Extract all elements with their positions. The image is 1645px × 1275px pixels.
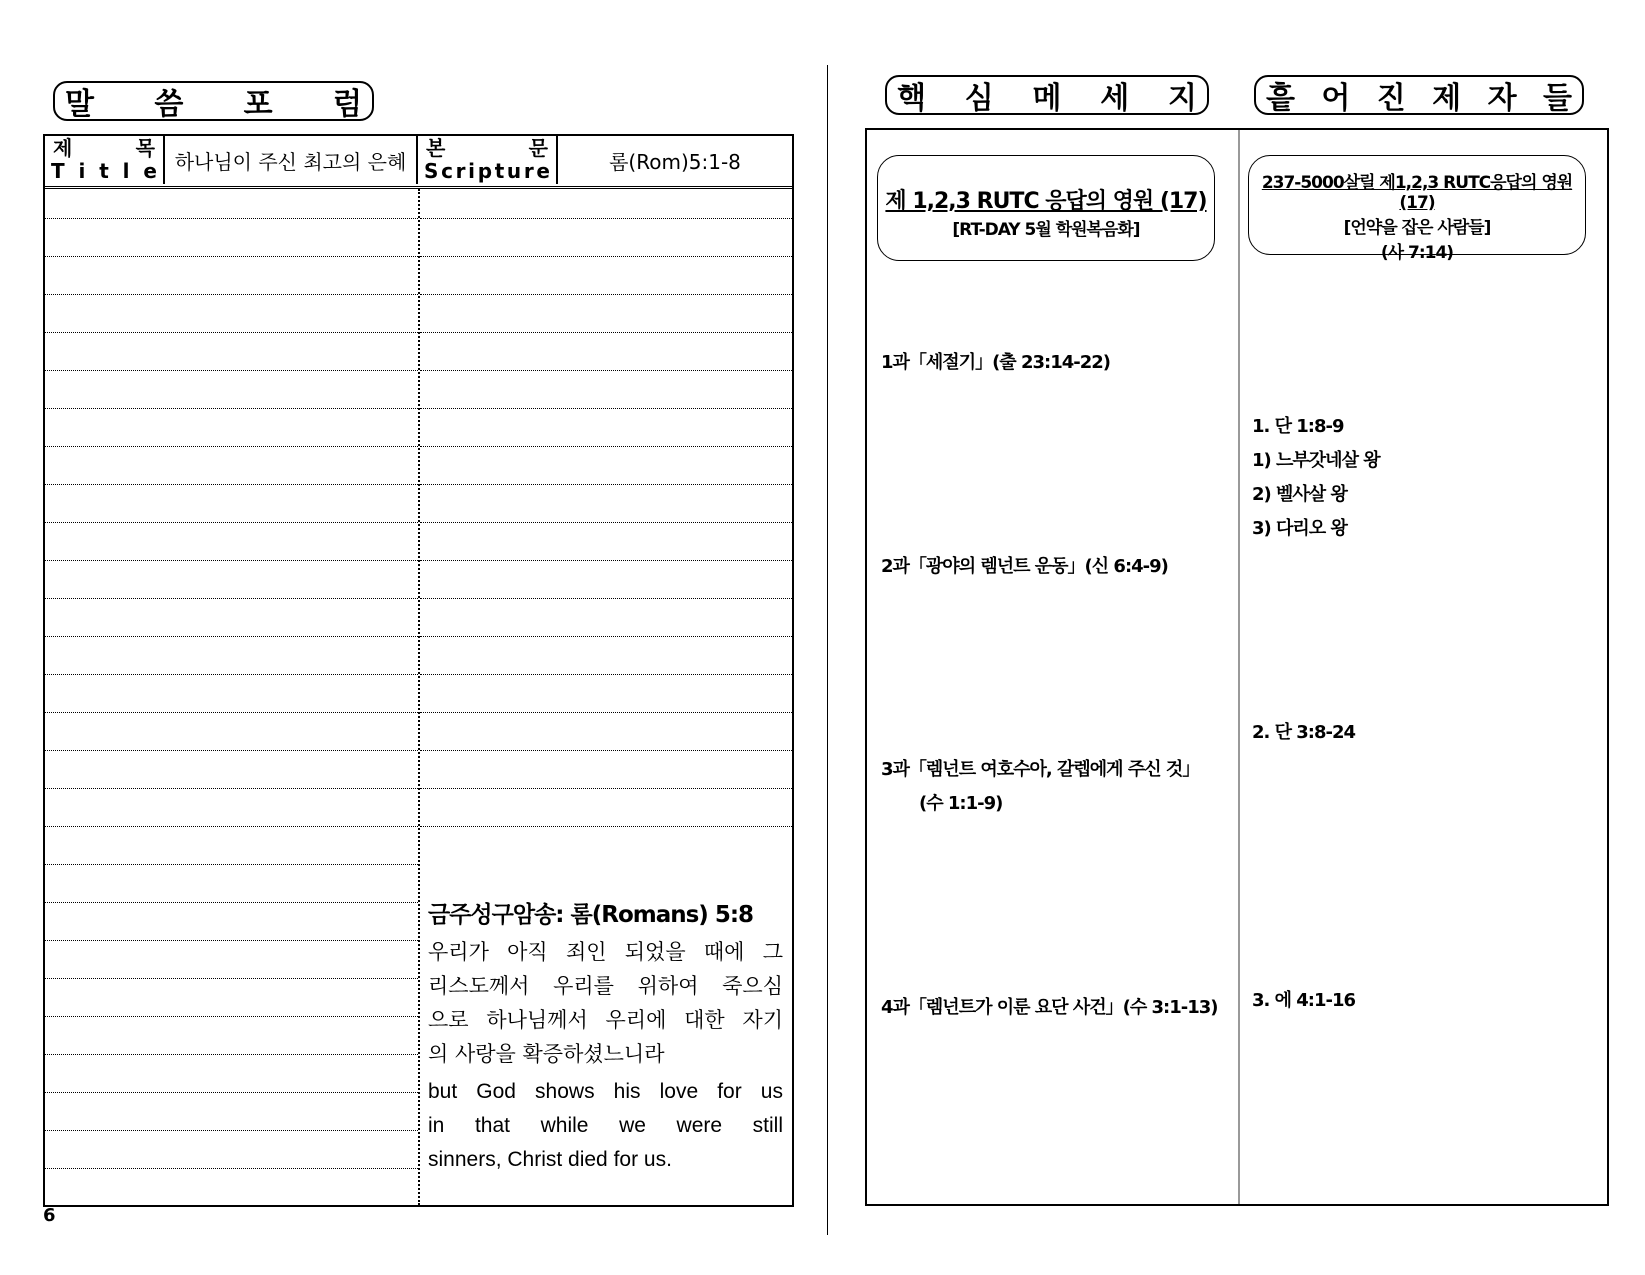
disciples-box [1248,155,1586,263]
note-line [45,370,418,371]
scripture-label-ko: 본 [426,136,446,160]
disciple-item: 2) 벨사살 왕 [1252,484,1347,505]
disciples-reference: (사 7:14) [1380,243,1454,263]
note-line [45,788,418,789]
heading-char: 메 [1032,81,1062,116]
scripture-label-en: c [441,159,453,183]
verse-ko-line: 의 사랑을 확증하셨느니라 [428,1042,665,1066]
verse-en-line: but God shows his love for us [428,1080,783,1103]
disciple-item: 3) 다리오 왕 [1252,518,1347,539]
note-line [45,826,418,827]
note-line [420,256,792,257]
note-line [420,636,792,637]
note-line [420,408,792,409]
title-label-en: i [78,159,86,183]
note-line [45,712,418,713]
heading-char: 포 [243,87,273,122]
note-line [45,560,418,561]
note-line [420,446,792,447]
title-label-en: e [143,159,157,183]
sermon-note-table [43,134,794,1207]
note-line [45,1016,418,1017]
note-line [420,826,792,827]
core-message-heading [885,75,1209,115]
title-label-ko: 목 [135,136,155,160]
note-line [420,294,792,295]
heading-char: 어 [1321,81,1351,116]
page-divider [827,65,828,1235]
disciple-item: 2. 단 3:8-24 [1252,722,1356,743]
verse-ko-line: 리스도께서 우리를 위하여 죽으심 [428,974,783,998]
heading-char: 세 [1100,81,1130,116]
note-line [45,674,418,675]
note-line [420,522,792,523]
note-line [45,332,418,333]
note-line [45,1168,418,1169]
heading-char: 심 [964,81,994,116]
heading-char: 진 [1376,81,1406,116]
note-line [420,332,792,333]
lesson-item: 3과「렘넌트 여호수아, 갈렙에게 주신 것」 [881,759,1200,780]
heading-char: 럼 [332,87,362,122]
title-label-cell [45,136,165,184]
scripture-label-en: r [455,159,466,183]
core-message-title: 제 1,2,3 RUTC 응답의 영원 (17) [885,189,1207,214]
core-message-box [877,155,1215,261]
title-value: 하나님이 주신 최고의 은혜 [165,136,418,184]
heading-char: 핵 [897,81,926,116]
scripture-label-en: t [494,159,505,183]
note-line [45,256,418,257]
lesson-item: 4과「렘넌트가 이룬 요단 사건」(수 3:1-13) [881,997,1218,1018]
scripture-label-en: u [506,159,522,183]
scripture-value: 롬(Rom)5:1-8 [609,149,741,174]
note-line [45,902,418,903]
scripture-label-en: e [536,159,550,183]
scattered-disciples-heading [1254,75,1584,115]
word-forum-heading [53,81,374,121]
note-line [45,864,418,865]
disciple-item: 3. 에 4:1-16 [1252,990,1356,1011]
note-line [45,636,418,637]
note-line [45,598,418,599]
title-label-en: T [51,159,65,183]
page-number: 6 [43,1205,56,1226]
title-label-en: t [99,159,109,183]
note-line [420,712,792,713]
heading-char: 지 [1168,81,1197,116]
scripture-label-en: r [523,159,534,183]
lesson-item: 1과「세절기」(출 23:14-22) [881,352,1110,373]
note-line [45,522,418,523]
scripture-label-ko: 문 [528,136,548,160]
verse-ko-line: 우리가 아직 죄인 되었을 때에 그 [428,940,783,964]
verse-en-line: sinners, Christ died for us. [428,1148,672,1171]
table-header [45,136,792,189]
disciple-item: 1) 느부갓네살 왕 [1252,450,1380,471]
disciples-title: 237-5000살릴 제1,2,3 RUTC응답의 영원(17) [1261,173,1573,213]
memory-verse-title: 금주성구암송: 롬(Romans) 5:8 [428,902,754,928]
verse-ko-line: 으로 하나님께서 우리에 대한 자기 [428,1008,783,1032]
note-line [45,484,418,485]
heading-char: 씀 [154,87,184,122]
note-line [420,484,792,485]
heading-char: 제 [1432,81,1462,116]
note-line [45,446,418,447]
column-divider [1238,130,1240,1204]
note-line [45,1054,418,1055]
note-line [45,1092,418,1093]
disciple-item: 1. 단 1:8-9 [1252,416,1344,437]
note-line [45,294,418,295]
note-line [45,940,418,941]
note-line [45,218,418,219]
core-message-table [865,128,1609,1206]
heading-char: 들 [1542,81,1572,116]
note-line [420,598,792,599]
note-line [420,674,792,675]
note-line [45,750,418,751]
column-divider [418,189,420,1205]
scripture-label-en: S [424,159,439,183]
heading-char: 흩 [1266,81,1295,116]
lesson-item: (수 1:1-9) [919,793,1003,814]
note-line [420,750,792,751]
heading-char: 말 [65,87,94,122]
scripture-label-cell [418,136,558,184]
scripture-label-en: p [477,159,493,183]
disciples-subtitle: [언약을 잡은 사람들] [1343,218,1491,238]
note-line [420,370,792,371]
note-line [45,1130,418,1131]
heading-char: 자 [1487,81,1517,116]
note-line [45,978,418,979]
note-line [420,218,792,219]
title-label-en: l [122,159,130,183]
note-line [420,788,792,789]
lesson-item: 2과「광야의 렘넌트 운동」(신 6:4-9) [881,556,1168,577]
verse-en-line: in that while we were still [428,1114,783,1137]
title-label-ko: 제 [53,136,73,160]
note-line [45,408,418,409]
memory-verse-block [428,896,783,1177]
core-message-subtitle: [RT-DAY 5월 학원복음화] [952,220,1140,240]
note-line [420,560,792,561]
scripture-label-en: i [468,159,476,183]
